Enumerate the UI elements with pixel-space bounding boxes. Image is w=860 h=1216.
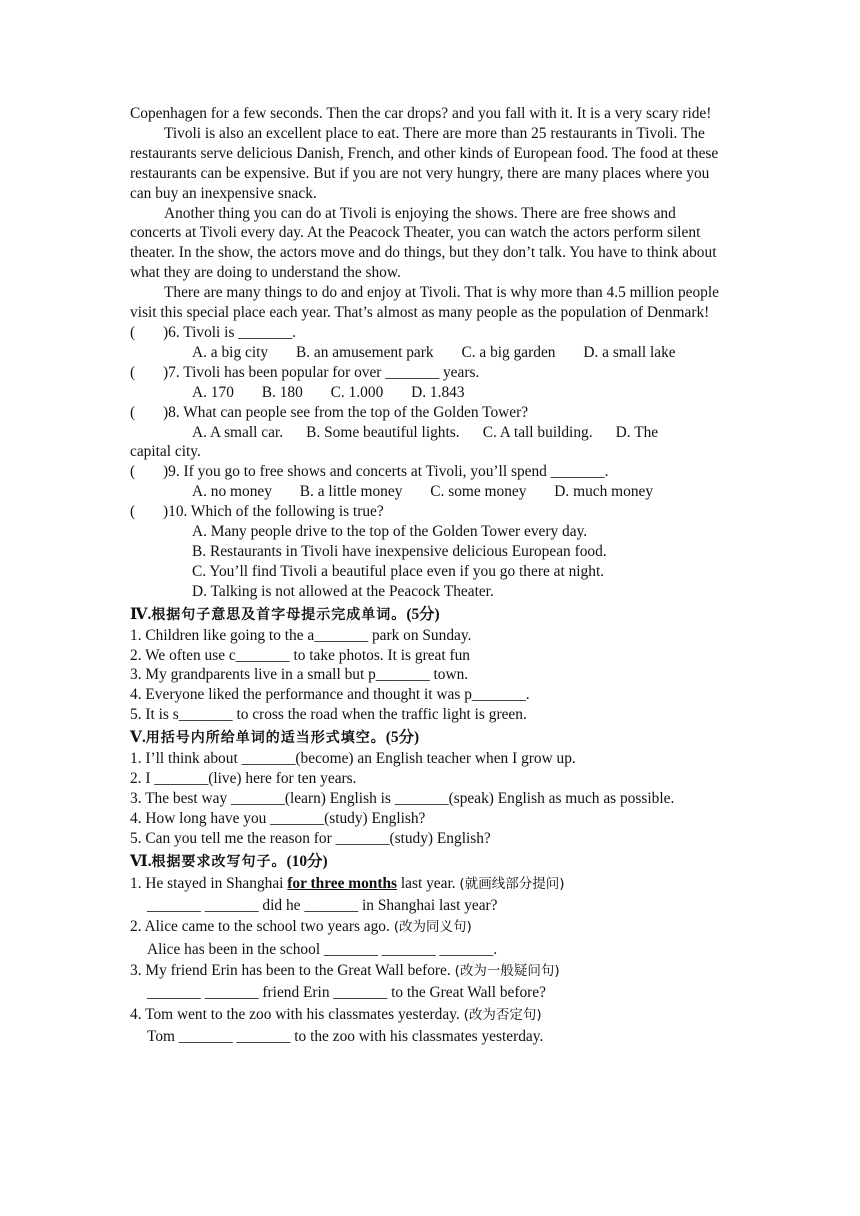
question-8-options: A. A small car. B. Some beautiful lights. C. A tall building. D. The <box>192 423 659 441</box>
section-number: Ⅳ. <box>130 605 152 623</box>
underlined-part: for three months <box>287 874 398 892</box>
item-text: 4. Tom went to the zoo with his classmates yesterday. <box>130 1005 464 1023</box>
option: D. much money <box>554 483 654 501</box>
section-title: 用括号内所给单词的适当形式填空。 <box>145 730 386 747</box>
answer-bracket: ( <box>130 363 136 381</box>
item-text: 1. He stayed in Shanghai <box>130 874 288 892</box>
option: A. Many people drive to the top of the Golden Tower every day. <box>192 523 588 541</box>
section-6-item <box>130 873 730 895</box>
section-5-item: 4. How long have you _______(study) English? <box>130 809 426 827</box>
option: D. a small lake <box>583 343 676 361</box>
option: A. no money <box>192 483 272 501</box>
section-6-items <box>130 873 730 1047</box>
section-score: (5分) <box>406 605 440 623</box>
section-title: 根据句子意思及首字母提示完成单词。 <box>151 606 407 623</box>
item-text: 3. My friend Erin has been to the Great Wall before. <box>130 961 455 979</box>
question-10 <box>130 502 730 522</box>
section-title: 根据要求改写句子。 <box>151 853 287 870</box>
section-4-item: 1. Children like going to the a_______ park on Sunday. <box>130 626 472 644</box>
section-5-heading <box>130 727 730 749</box>
worksheet-page <box>130 104 730 1047</box>
option: D. Talking is not allowed at the Peacock Theater. <box>192 582 494 600</box>
option: B. 180 <box>261 383 303 401</box>
passage-paragraph: Tivoli is also an excellent place to eat. There are more than 25 restaurants in Tivoli. The restaurants serve delicious Danish, French, and other kinds of European food. The food at these restaurants can be expensive. But if you are not very hungry, there are many places where you can buy an inexpensive snack. <box>130 124 719 202</box>
option: A. 170 <box>192 383 234 401</box>
instruction-note: (就画线部分提问) <box>459 875 565 892</box>
answer-bracket: ( <box>130 323 136 341</box>
question-text: )10. Which of the following is true? <box>163 503 384 521</box>
question-9 <box>130 462 730 482</box>
answer-line: _______ _______ did he _______ in Shanghai last year? <box>147 897 498 915</box>
answer-line: Tom _______ _______ to the zoo with his classmates yesterday. <box>147 1027 544 1045</box>
question-6 <box>130 323 730 343</box>
section-6-item <box>130 916 730 938</box>
option: A. a big city <box>192 343 269 361</box>
section-score: (10分) <box>286 852 328 870</box>
section-5-item: 3. The best way _______(learn) English is _______(speak) English as much as possible. <box>130 790 675 807</box>
section-5-item: 5. Can you tell me the reason for _______(study) English? <box>130 829 491 847</box>
section-score: (5分) <box>385 729 420 747</box>
option: B. a little money <box>299 483 403 501</box>
instruction-note: (改为一般疑问句) <box>454 962 560 979</box>
option: C. a big garden <box>461 343 556 361</box>
question-8 <box>130 403 730 423</box>
section-6-heading <box>130 851 730 873</box>
section-4-item: 3. My grandparents live in a small but p_______ town. <box>130 666 469 684</box>
section-4-item: 5. It is s_______ to cross the road when the traffic light is green. <box>130 706 527 724</box>
question-8-options-continued: capital city. <box>130 443 201 461</box>
question-text: )7. Tivoli has been popular for over _______ years. <box>163 363 480 381</box>
section-5-item: 2. I _______(live) here for ten years. <box>130 770 357 788</box>
passage-paragraph: There are many things to do and enjoy at Tivoli. That is why more than 4.5 million people visit this special place each year. That’s almost as many people as the population of Denmark! <box>130 284 719 322</box>
option: B. an amusement park <box>295 343 434 361</box>
section-6-item <box>130 1004 730 1026</box>
answer-bracket: ( <box>130 463 136 481</box>
answer-line: Alice has been in the school _______ _______ _______. <box>147 940 498 958</box>
section-4-heading <box>130 604 730 626</box>
section-4-item: 4. Everyone liked the performance and thought it was p_______. <box>130 686 530 704</box>
question-text: )6. Tivoli is _______. <box>163 323 296 341</box>
option: D. 1.843 <box>411 383 465 401</box>
section-6-item <box>130 960 730 982</box>
question-7-options <box>130 383 730 403</box>
option: C. some money <box>430 483 527 501</box>
instruction-note: (改为否定句) <box>463 1006 542 1023</box>
passage-paragraph: Another thing you can do at Tivoli is enjoying the shows. There are free shows and concerts at Tivoli every day. At the Peacock Theater, you can watch the actors perform silent theater. In the show, the actors move and do things, but they don’t talk. You have to think about what they are doing to understand the show. <box>130 204 717 282</box>
item-text: 2. Alice came to the school two years ago. <box>130 918 394 936</box>
question-9-options <box>130 482 730 502</box>
answer-bracket: ( <box>130 403 136 421</box>
option: B. Restaurants in Tivoli have inexpensive delicious European food. <box>192 542 607 560</box>
question-text: )8. What can people see from the top of the Golden Tower? <box>163 403 529 421</box>
section-number: Ⅴ. <box>130 729 146 747</box>
section-5-item: 1. I’ll think about _______(become) an English teacher when I grow up. <box>130 750 576 768</box>
question-text: )9. If you go to free shows and concerts at Tivoli, you’ll spend _______. <box>163 463 609 481</box>
option: C. You’ll find Tivoli a beautiful place even if you go there at night. <box>192 562 605 580</box>
option: C. 1.000 <box>330 383 384 401</box>
section-4-item: 2. We often use c_______ to take photos. It is great fun <box>130 646 470 664</box>
section-number: Ⅵ. <box>130 852 152 870</box>
answer-bracket: ( <box>130 503 136 521</box>
question-7 <box>130 363 730 383</box>
answer-line: _______ _______ friend Erin _______ to the Great Wall before? <box>147 984 546 1002</box>
passage-paragraph: Copenhagen for a few seconds. Then the car drops? and you fall with it. It is a very scary ride! <box>130 105 712 122</box>
question-6-options <box>130 343 730 363</box>
item-text: last year. <box>397 874 460 892</box>
instruction-note: (改为同义句) <box>393 919 472 936</box>
